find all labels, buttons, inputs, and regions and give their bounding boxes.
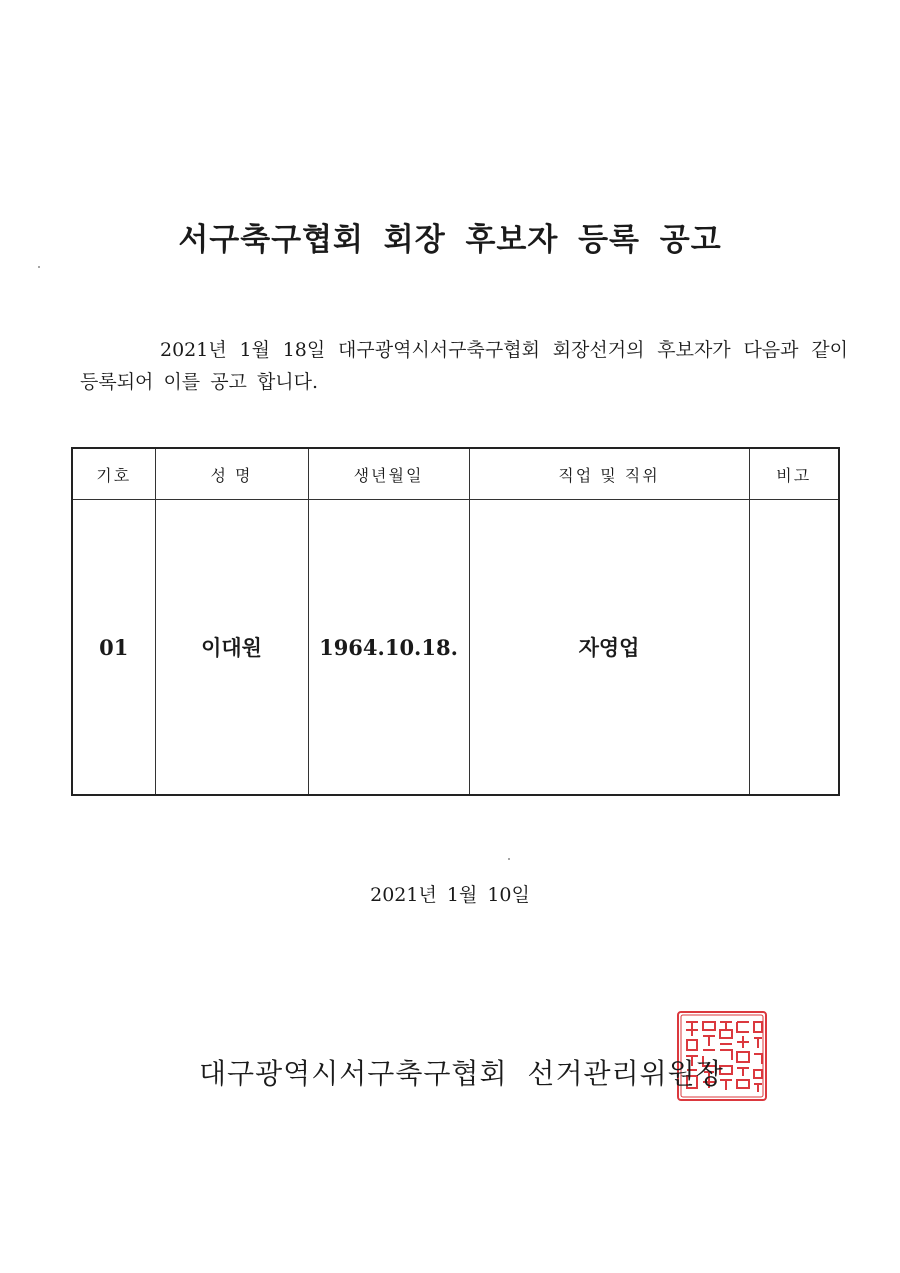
scan-speck — [508, 858, 510, 860]
cell-occupation: 자영업 — [469, 500, 749, 796]
cell-number: 01 — [72, 500, 155, 796]
header-name: 성 명 — [155, 448, 308, 500]
notice-body: 2021년 1월 18일 대구광역시서구축구협회 회장선거의 후보자가 다음과 같이 등록되어 이를 공고 합니다. — [80, 339, 848, 393]
header-number: 기호 — [72, 448, 155, 500]
cell-name: 이대원 — [155, 500, 308, 796]
scan-speck — [38, 266, 40, 268]
notice-date: 2021년 1월 10일 — [370, 884, 530, 906]
header-remarks: 비고 — [749, 448, 839, 500]
header-birthdate: 생년월일 — [308, 448, 469, 500]
cell-remarks — [749, 500, 839, 796]
table-row — [72, 500, 839, 796]
cell-birthdate: 1964.10.18. — [308, 500, 469, 796]
notice-title: 서구축구협회 회장 후보자 등록 공고 — [178, 222, 722, 258]
table-header-row — [72, 448, 839, 500]
candidate-table — [71, 447, 840, 796]
header-occupation: 직업 및 직위 — [469, 448, 749, 500]
committee-signature: 대구광역시서구축구협회 선거관리위원장 — [199, 1057, 724, 1090]
